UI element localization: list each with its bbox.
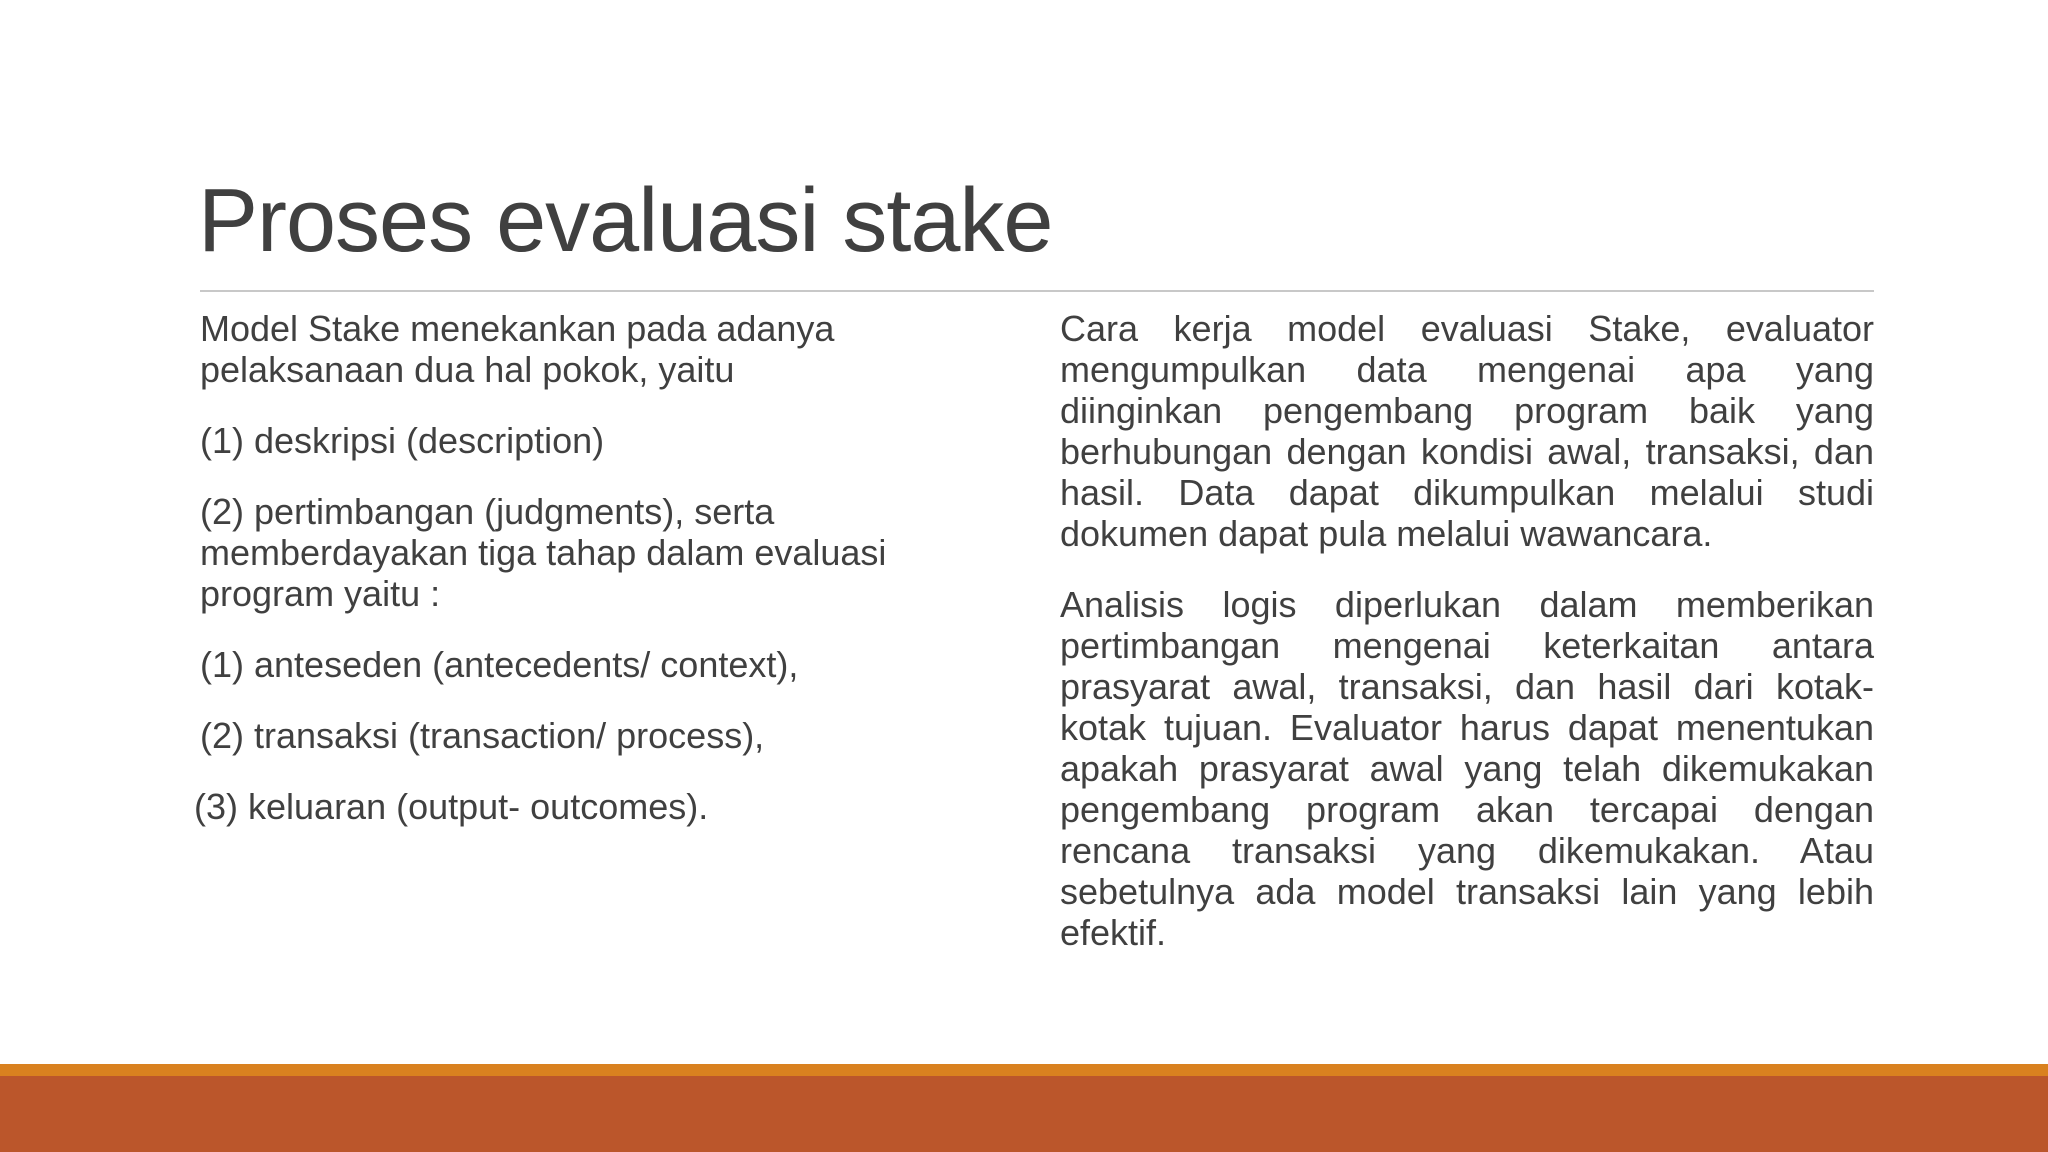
left-paragraph-description: (1) deskripsi (description): [200, 420, 605, 461]
right-paragraph-data-collection: Cara kerja model evaluasi Stake, evaluator mengumpulkan data mengenai apa yang diinginkan pengembang program baik yang berhubungan dengan kondisi awal, transaksi, dan hasil. Data dapat dikumpulkan melalui studi dokumen dapat pula melalui wawancara.: [1060, 308, 1874, 554]
right-paragraph-logical-analysis: Analisis logis diperlukan dalam memberikan pertimbangan mengenai keterkaitan antara prasyarat awal, transaksi, dan hasil dari kotak-kotak tujuan. Evaluator harus dapat menentukan apakah prasyarat awal yang telah dikemukakan pengembang program akan tercapai dengan rencana transaksi yang dikemukakan. Atau sebetulnya ada model transaksi lain yang lebih efektif.: [1060, 584, 1874, 953]
left-paragraph-outcomes: (3) keluaran (output- outcomes).: [194, 786, 709, 827]
left-text-column: [194, 308, 980, 857]
footer-accent-band: [0, 1064, 2048, 1076]
right-text-column: [1060, 308, 1874, 983]
left-paragraph-judgments: (2) pertimbangan (judgments), serta memberdayakan tiga tahap dalam evaluasi program yaitu :: [200, 491, 887, 614]
left-paragraph-transactions: (2) transaksi (transaction/ process),: [200, 715, 765, 756]
left-paragraph-antecedents: (1) anteseden (antecedents/ context),: [200, 644, 799, 685]
slide-title: Proses evaluasi stake: [198, 171, 1053, 271]
left-paragraph-intro: Model Stake menekankan pada adanya pelaksanaan dua hal pokok, yaitu: [200, 308, 835, 390]
footer-main-band: [0, 1076, 2048, 1152]
title-divider: [200, 290, 1874, 292]
